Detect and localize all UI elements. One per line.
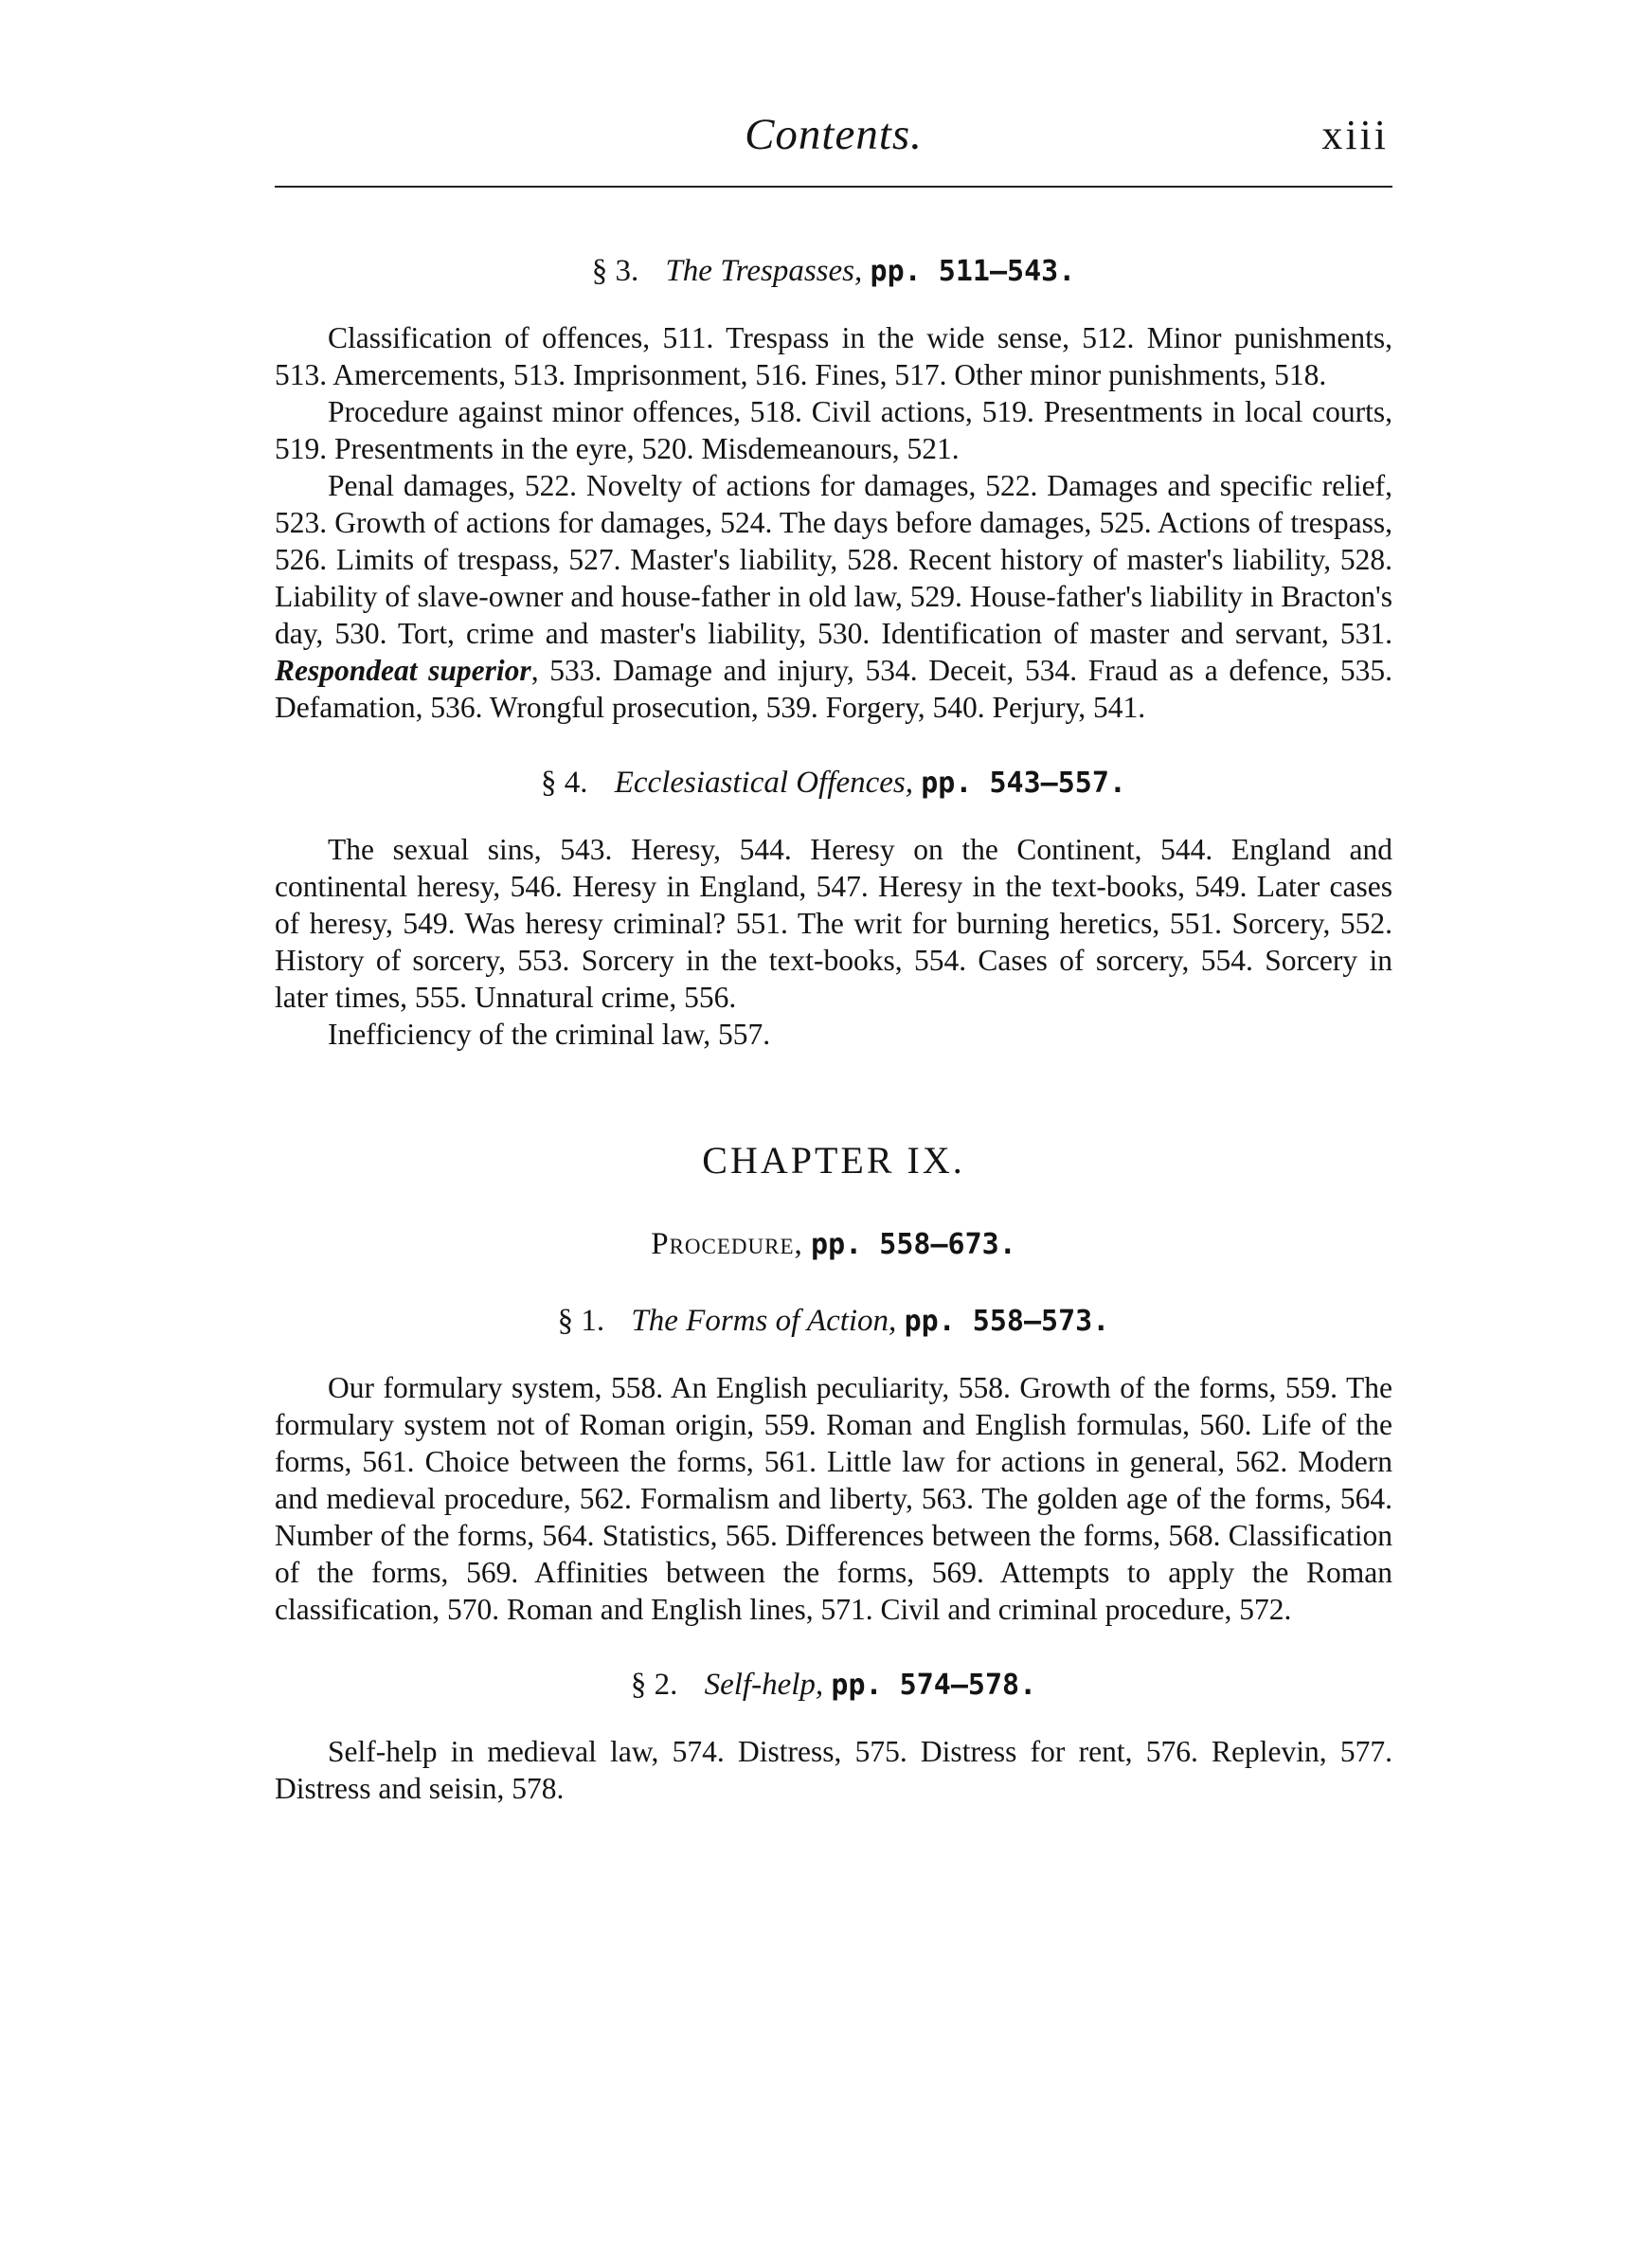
chapter-pages: pp. 558—673.	[811, 1228, 1016, 1261]
paragraph: Classification of offences, 511. Trespass in the wide sense, 512. Minor punishments, 513. Amercements, 513. Imprisonment, 516. Fines, 517. Other minor punishments, 518.	[275, 321, 1392, 391]
paragraph: Inefficiency of the criminal law, 557.	[328, 1018, 771, 1051]
section-number: § 4.	[541, 766, 588, 800]
section-number: § 3.	[591, 254, 639, 288]
section-heading	[275, 252, 1392, 291]
section-pages: pp. 558—573.	[904, 1305, 1110, 1338]
header-rule	[275, 186, 1392, 188]
page-number: xiii	[1321, 112, 1389, 158]
section-number: § 1.	[557, 1304, 605, 1338]
section-pages: pp. 574—578.	[831, 1669, 1037, 1702]
paragraph: Procedure against minor offences, 518. Civil actions, 519. Presentments in local courts, 519. Presentments in the eyre, 520. Misdemeanours, 521.	[275, 395, 1392, 465]
section-heading	[275, 1302, 1392, 1341]
chapter-subtitle	[275, 1225, 1392, 1264]
chapter-subject: Procedure,	[651, 1227, 803, 1261]
section-heading	[275, 1666, 1392, 1705]
paragraph: Our formulary system, 558. An English peculiarity, 558. Growth of the forms, 559. The formulary system not of Roman origin, 559. Roman and English formulas, 560. Life of the forms, 561. Choice between the forms, 561. Little law for actions in general, 562. Modern and medieval procedure, 562. Formalism and liberty, 563. The golden age of the forms, 564. Number of the forms, 564. Statistics, 565. Differences between the forms, 568. Classification of the forms, 569. Affinities between the forms, 569. Attempts to apply the Roman classification, 570. Roman and English lines, 571. Civil and criminal procedure, 572.	[275, 1371, 1392, 1626]
paragraph: Self-help in medieval law, 574. Distress, 575. Distress for rent, 576. Replevin, 577. Distress and seisin, 578.	[275, 1735, 1392, 1805]
section-title: The Trespasses,	[665, 254, 863, 288]
contents-body	[275, 218, 1392, 1807]
section-title: The Forms of Action,	[631, 1304, 897, 1338]
paragraph: Penal damages, 522. Novelty of actions for damages, 522. Damages and specific relief, 523. Growth of actions for damages, 524. The days before damages, 525. Actions of trespass, 526. Limits of trespass, 527. Master's liability, 528. Recent history of master's liability, 528. Liability of slave-owner and house-father in old law, 529. House-father's liability in Bracton's day, 530. Tort, crime and master's liability, 530. Identification of master and servant, 531. Respondeat superior, 533. Damage and injury, 534. Deceit, 534. Fraud as a defence, 535. Defamation, 536. Wrongful prosecution, 539. Forgery, 540. Perjury, 541.	[275, 469, 1392, 724]
section-pages: pp. 543—557.	[921, 767, 1126, 800]
italic-phrase: Respondeat superior	[275, 654, 531, 687]
page-header	[275, 109, 1392, 185]
section-title: Ecclesiastical Offences,	[614, 766, 913, 800]
section-heading	[275, 764, 1392, 803]
running-title: Contents.	[745, 110, 923, 159]
chapter-title: CHAPTER IX.	[702, 1139, 965, 1182]
section-title: Self-help,	[704, 1668, 824, 1702]
paragraph: The sexual sins, 543. Heresy, 544. Heresy on the Continent, 544. England and continental heresy, 546. Heresy in England, 547. Heresy in the text-books, 549. Later cases of heresy, 549. Was heresy criminal? 551. The writ for burning heretics, 551. Sorcery, 552. History of sorcery, 553. Sorcery in the text-books, 554. Cases of sorcery, 554. Sorcery in later times, 555. Unnatural crime, 556.	[275, 833, 1392, 1014]
section-number: § 2.	[630, 1668, 678, 1702]
section-pages: pp. 511—543.	[870, 255, 1076, 288]
